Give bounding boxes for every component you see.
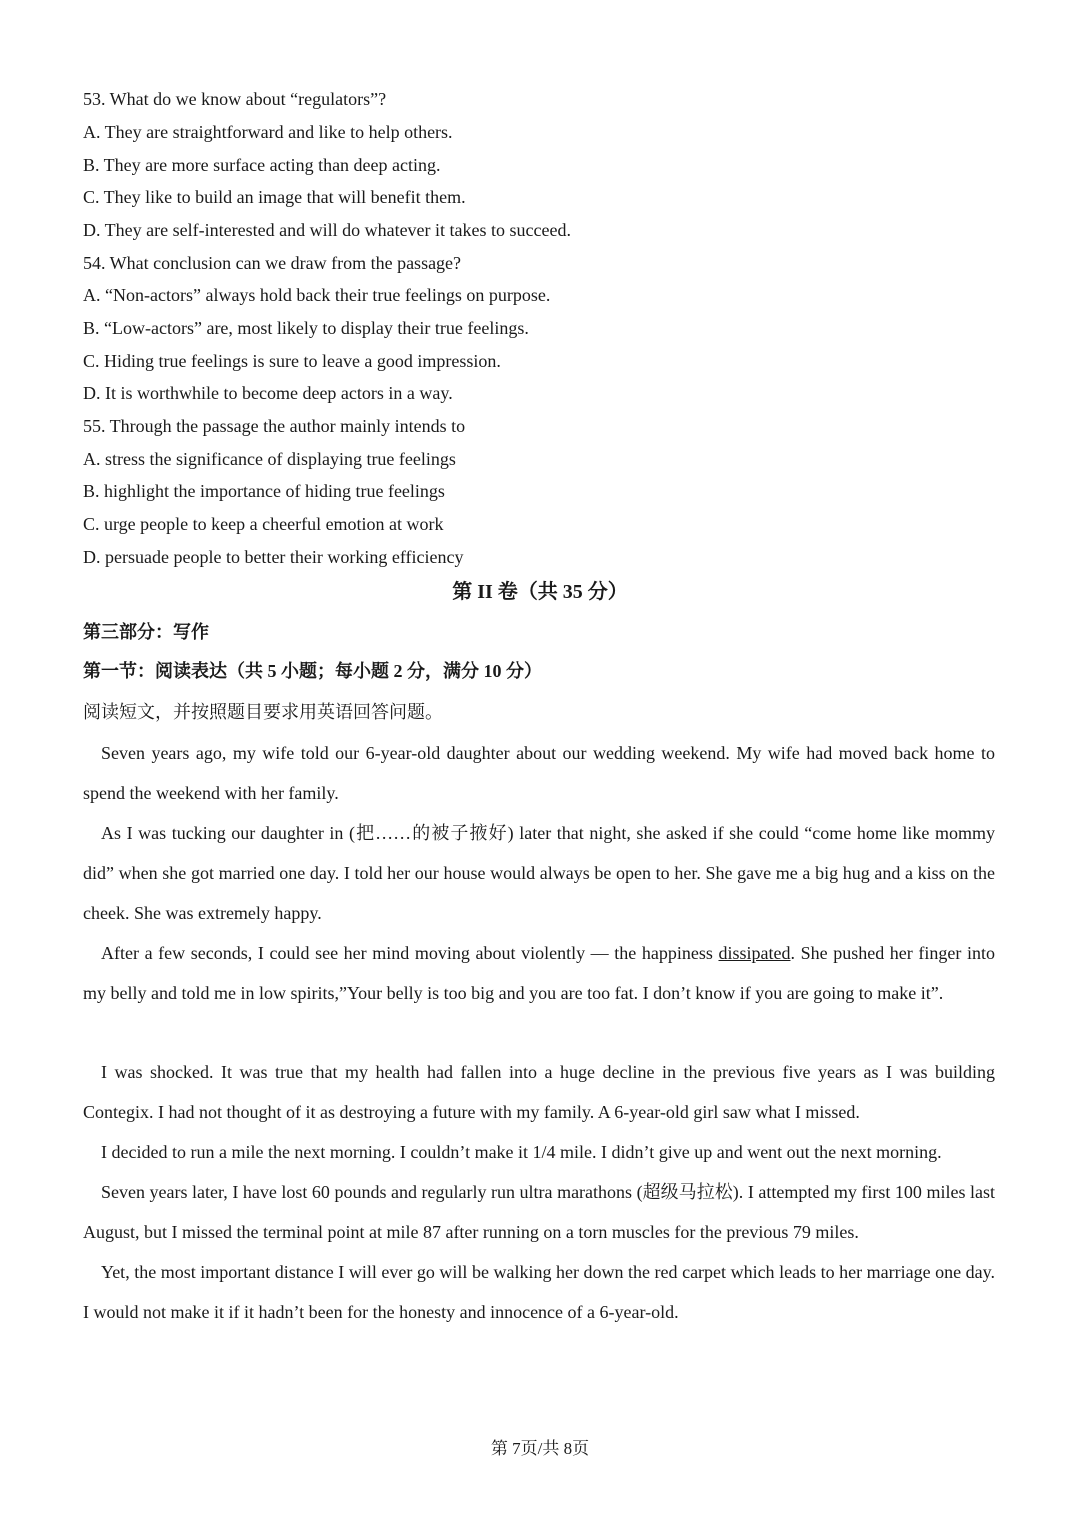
paragraph-3-text-end: . She pushed her finger into my belly and told me in low spirits,”Your belly is too big and you are too fat. I don’t know if you are going to make it”. — [83, 943, 995, 1003]
question-55-option-b: B. highlight the importance of hiding true feelings — [83, 481, 445, 501]
question-53-option-d: D. They are self-interested and will do whatever it takes to succeed. — [83, 220, 571, 240]
paragraph-3-text-start: After a few seconds, I could see her mind moving about violently — the happiness — [101, 943, 719, 963]
question-55-stem: 55. Through the passage the author mainly intends to — [83, 416, 466, 436]
question-54-option-a: A. “Non-actors” always hold back their true feelings on purpose. — [83, 285, 551, 305]
passage-paragraph-1: Seven years ago, my wife told our 6-year-old daughter about our wedding weekend. My wife had moved back home to spend the weekend with her family. — [83, 743, 995, 803]
subsection-heading: 第一节：阅读表达（共 5 小题；每小题 2 分，满分 10 分） — [83, 661, 542, 681]
question-55-option-c: C. urge people to keep a cheerful emotion at work — [83, 514, 444, 534]
question-54-stem: 54. What conclusion can we draw from the passage? — [83, 253, 462, 273]
passage-paragraph-4: I was shocked. It was true that my health had fallen into a huge decline in the previous five years as I was building Contegix. I had not thought of it as destroying a future with my family. A 6-year-old girl saw what I missed. — [83, 1062, 995, 1122]
underlined-word-dissipated: dissipated — [718, 943, 791, 963]
instruction-text: 阅读短文，并按照题目要求用英语回答问题。 — [83, 702, 443, 722]
passage-paragraph-7: Yet, the most important distance I will ever go will be walking her down the red carpet which leads to her marriage one day. I would not make it if it hadn’t been for the honesty and innocence of a 6-year-old. — [83, 1262, 995, 1322]
page-number: 第 7页/共 8页 — [490, 1439, 590, 1458]
section-title: 第 II 卷（共 35 分） — [452, 581, 628, 603]
question-55-option-a: A. stress the significance of displaying true feelings — [83, 449, 456, 469]
passage-paragraph-5: I decided to run a mile the next morning. I couldn’t make it 1/4 mile. I didn’t give up and went out the next morning. — [101, 1142, 942, 1162]
passage-paragraph-3 — [83, 933, 995, 1013]
passage-paragraph-6: Seven years later, I have lost 60 pounds and regularly run ultra marathons (超级马拉松). I attempted my first 100 miles last August, but I missed the terminal point at mile 87 after running on a torn muscles for the previous 79 miles. — [83, 1182, 995, 1242]
passage-paragraph-2: As I was tucking our daughter in (把……的被子掖好) later that night, she asked if she could “come home like mommy did” when she got married one day. I told her our house would always be open to her. She gave me a big hug and a kiss on the cheek. She was extremely happy. — [83, 823, 995, 923]
question-54-option-c: C. Hiding true feelings is sure to leave a good impression. — [83, 351, 501, 371]
question-53-option-b: B. They are more surface acting than deep acting. — [83, 155, 441, 175]
question-53-stem: 53. What do we know about “regulators”? — [83, 89, 387, 109]
question-53-option-a: A. They are straightforward and like to help others. — [83, 122, 453, 142]
part-heading: 第三部分：写作 — [83, 622, 209, 642]
question-55-option-d: D. persuade people to better their working efficiency — [83, 547, 464, 567]
question-53-option-c: C. They like to build an image that will benefit them. — [83, 187, 466, 207]
question-54-option-b: B. “Low-actors” are, most likely to display their true feelings. — [83, 318, 529, 338]
question-54-option-d: D. It is worthwhile to become deep actors in a way. — [83, 383, 453, 403]
